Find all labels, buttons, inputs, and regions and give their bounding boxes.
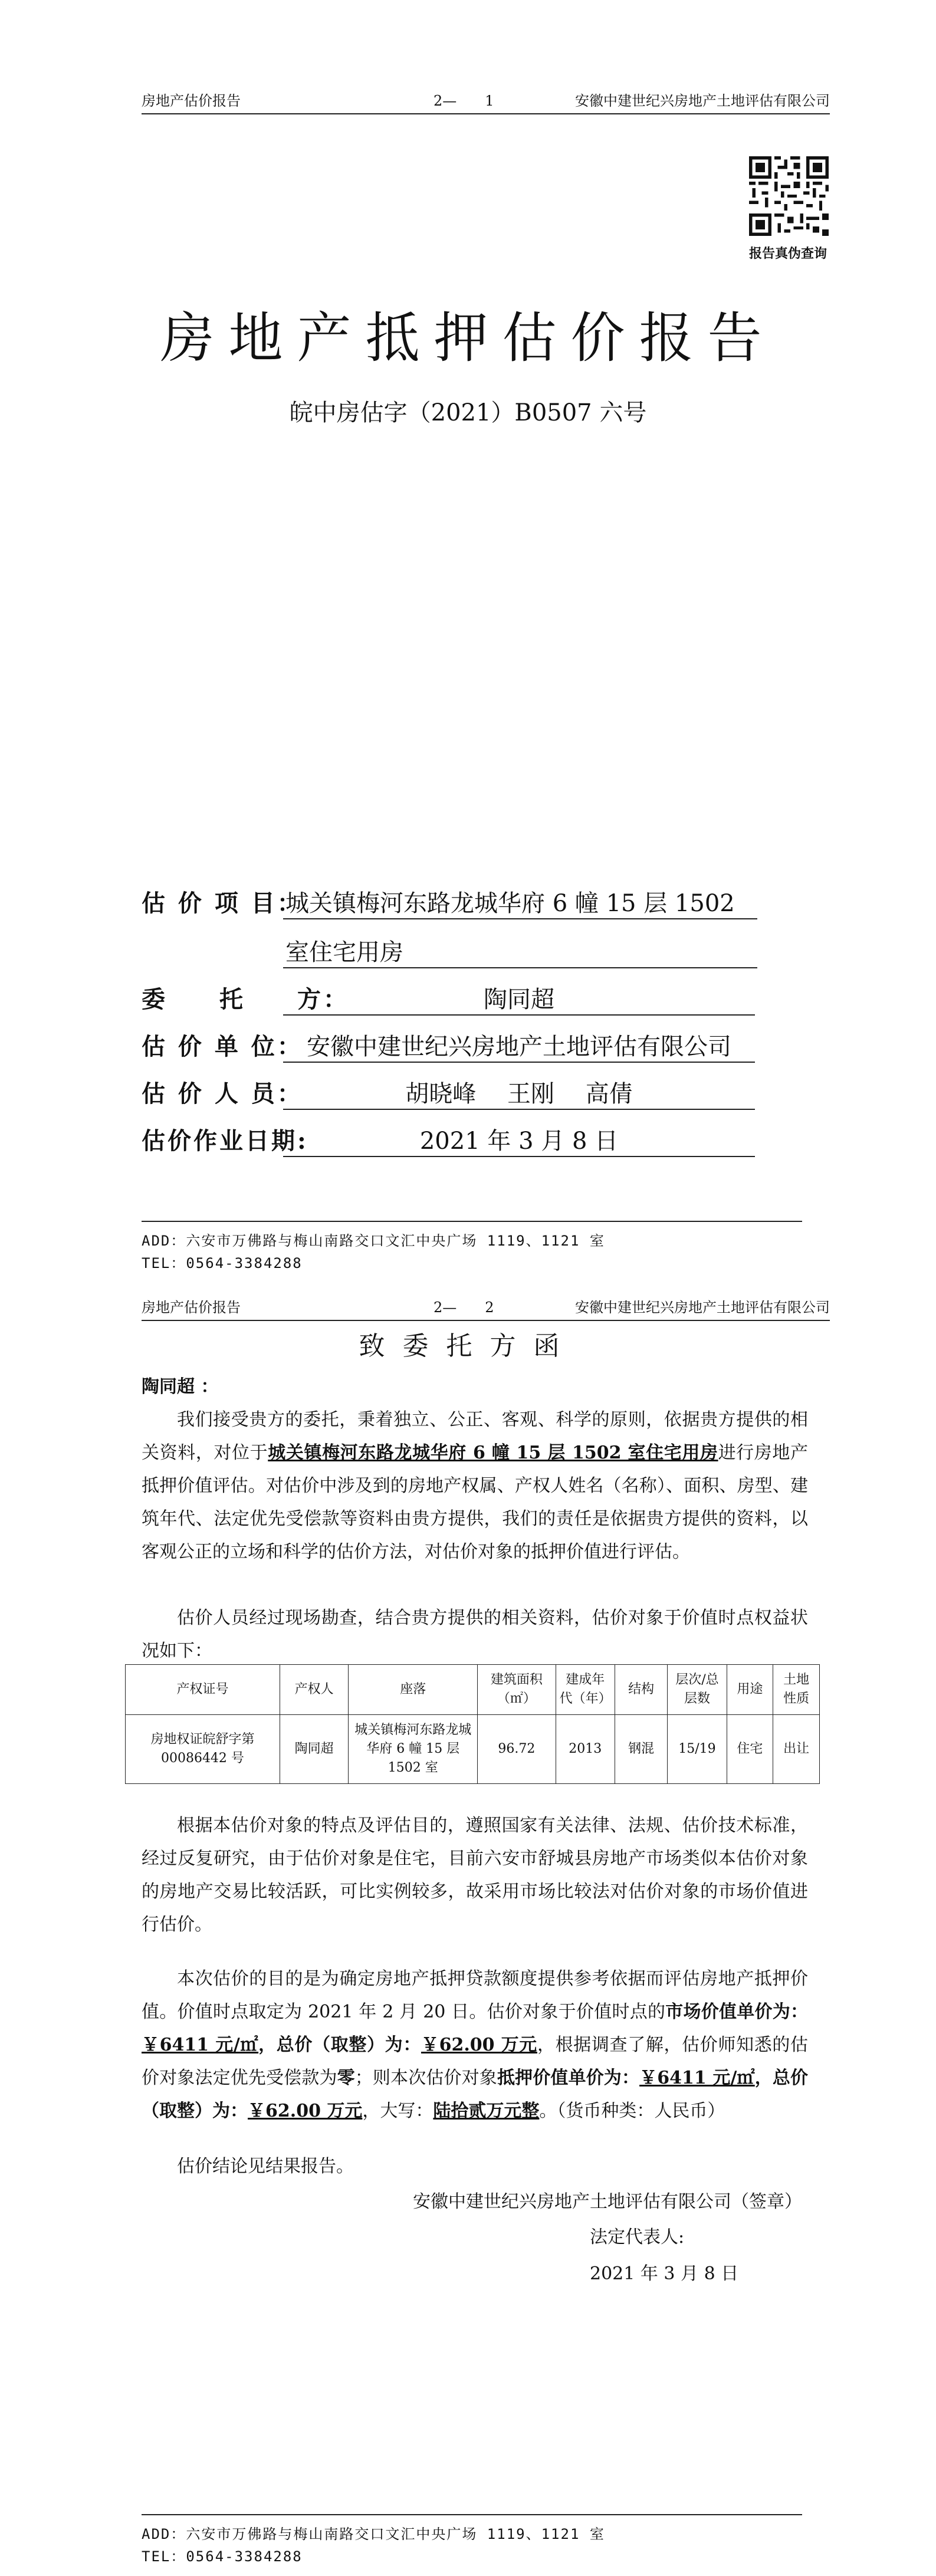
- text-span: 本次估价的目的是为确定房地产抵押贷款额度提供参考依据而评估房地产抵押价值。价值时点取定为 2021 年 2 月 20 日。估价对象于价值时点的: [142, 1969, 808, 2022]
- page-header: [142, 88, 830, 114]
- table-cell: 住宅: [727, 1715, 773, 1784]
- table-cell: 城关镇梅河东路龙城华府 6 幢 15 层 1502 室: [349, 1715, 478, 1784]
- table-cell: 出让: [773, 1715, 820, 1784]
- table-cell: 96.72: [478, 1715, 556, 1784]
- table-header: 建筑面积（㎡）: [478, 1665, 556, 1715]
- report-title: 房地产抵押估价报告: [160, 307, 776, 370]
- letter-paragraph-1: [142, 1404, 808, 1569]
- text-span: ，总价（取整）为：: [142, 2068, 809, 2121]
- table-header: 建成年代（年）: [556, 1665, 615, 1715]
- field-label: 估 价 人 员：: [142, 1080, 303, 1108]
- table-header: 土地性质: [773, 1665, 820, 1715]
- letter-paragraph-4: [142, 1963, 808, 2128]
- field-label: 估 价 单 位：: [142, 1033, 303, 1060]
- market-unit-price: ￥6411 元/㎡: [142, 2035, 259, 2055]
- report-number: 皖中房估字（2021）B0507 六号: [289, 399, 647, 426]
- field-value: 2021 年 3 月 8 日: [283, 1122, 755, 1157]
- signature-company: 安徽中建世纪兴房地产土地评估有限公司（签章）: [413, 2191, 802, 2212]
- signature-date: 2021 年 3 月 8 日: [590, 2263, 739, 2284]
- table-header: 层次/总层数: [668, 1665, 727, 1715]
- text-span: 抵押价值单价为：: [497, 2068, 640, 2088]
- letter-paragraph-5: 估价结论见结果报告。: [177, 2156, 354, 2177]
- table-header: 结构: [615, 1665, 667, 1715]
- footer-address: [142, 1230, 605, 1274]
- text-span: 我们接受贵方的委托，秉着独立、公正、客观、科学的原则，依据贵方提供的相关资料，对位于: [142, 1409, 808, 1463]
- address-line: ADD：六安市万佛路与梅山南路交口文汇中央广场 1119、1121 室: [142, 2526, 605, 2542]
- letter-paragraph-3: 根据本估价对象的特点及评估目的，遵照国家有关法律、法规、估价技术标准，经过反复研究，由于估价对象是住宅，目前六安市舒城县房地产市场类似本估价对象的房地产交易比较活跃，可比实例较多，故采用市场比较法对估价对象的市场价值进行估价。: [142, 1815, 808, 1935]
- tel-line: TEL：0564-3384288: [142, 2548, 303, 2565]
- cover-page: [0, 0, 936, 1284]
- field-label: 委 托 方：: [142, 985, 349, 1013]
- text-span: ；则本次估价对象: [354, 2068, 497, 2088]
- mortgage-total-price: ￥62.00 万元: [248, 2101, 363, 2121]
- letter-page: [0, 1284, 936, 2576]
- footer-address: [142, 2523, 605, 2568]
- table-cell: 房地权证皖舒字第 00086442 号: [126, 1715, 280, 1784]
- qr-caption: 报告真伪查询: [748, 246, 827, 261]
- market-total-price: ￥62.00 万元: [421, 2035, 537, 2055]
- text-span: ，根据调查了解，估价师知悉的估价对象法定优先受偿款为: [142, 2035, 809, 2088]
- table-header: 用途: [727, 1665, 773, 1715]
- header-page-number: 2— 1: [433, 93, 494, 109]
- table-cell: 2013: [556, 1715, 615, 1784]
- field-value: 城关镇梅河东路龙城华府 6 幢 15 层 1502: [283, 885, 757, 919]
- table-row: [126, 1715, 820, 1784]
- letter-paragraph-2: 估价人员经过现场勘查，结合贵方提供的相关资料，估价对象于价值时点权益状况如下：: [142, 1608, 808, 1661]
- qr-code-icon[interactable]: [749, 156, 829, 236]
- text-span: ，大写：: [362, 2101, 433, 2121]
- header-left: 房地产估价报告: [142, 1299, 241, 1316]
- tel-line: TEL：0564-3384288: [142, 1255, 303, 1271]
- text-span: 市场价值单价为：: [665, 2002, 809, 2022]
- header-page-number: 2— 2: [433, 1299, 494, 1316]
- text-span: ，总价（取整）为：: [258, 2035, 421, 2055]
- text-span: 进行房地产抵押价值评估。对估价中涉及到的房地产权属、产权人姓名（名称）、面积、房型、建筑年代、法定优先受偿款等资料由贵方提供，我们的责任是依据贵方提供的资料，以客观公正的立场和科学的估价方法，对估价对象的抵押价值进行评估。: [142, 1443, 809, 1562]
- property-table: [125, 1664, 820, 1784]
- field-label: 估 价 项 目：: [142, 889, 303, 917]
- letter-recipient: 陶同超 ：: [142, 1376, 219, 1397]
- field-value: 室住宅用房: [283, 934, 757, 968]
- field-label: 估价作业日期:: [142, 1127, 308, 1155]
- table-cell: 钢混: [615, 1715, 667, 1784]
- amount-in-words: 陆拾贰万元整: [433, 2101, 540, 2121]
- field-value: 胡晓峰 王刚 高倩: [283, 1075, 755, 1110]
- mortgage-unit-price: ￥6411 元/㎡: [639, 2068, 755, 2088]
- page-header: [142, 1295, 830, 1321]
- signature-representative: 法定代表人:: [590, 2227, 685, 2248]
- table-header: 产权人: [280, 1665, 348, 1715]
- footer-divider: [142, 2514, 802, 2515]
- header-company: 安徽中建世纪兴房地产土地评估有限公司: [575, 93, 830, 109]
- address-line: ADD：六安市万佛路与梅山南路交口文汇中央广场 1119、1121 室: [142, 1233, 605, 1249]
- field-value: 陶同超: [283, 981, 755, 1016]
- text-span: 零: [337, 2068, 355, 2088]
- table-cell: 陶同超: [280, 1715, 348, 1784]
- property-address: 城关镇梅河东路龙城华府 6 幢 15 层 1502 室住宅用房: [268, 1443, 718, 1463]
- table-cell: 15/19: [668, 1715, 727, 1784]
- header-left: 房地产估价报告: [142, 93, 241, 109]
- table-header: 座落: [349, 1665, 478, 1715]
- table-header: 产权证号: [126, 1665, 280, 1715]
- table-header-row: [126, 1665, 820, 1715]
- header-company: 安徽中建世纪兴房地产土地评估有限公司: [575, 1299, 830, 1316]
- footer-divider: [142, 1221, 802, 1222]
- letter-title: 致委托方函: [359, 1331, 577, 1361]
- field-value: 安徽中建世纪兴房地产土地评估有限公司: [283, 1028, 755, 1063]
- text-span: 。（货币种类：人民币）: [539, 2101, 725, 2121]
